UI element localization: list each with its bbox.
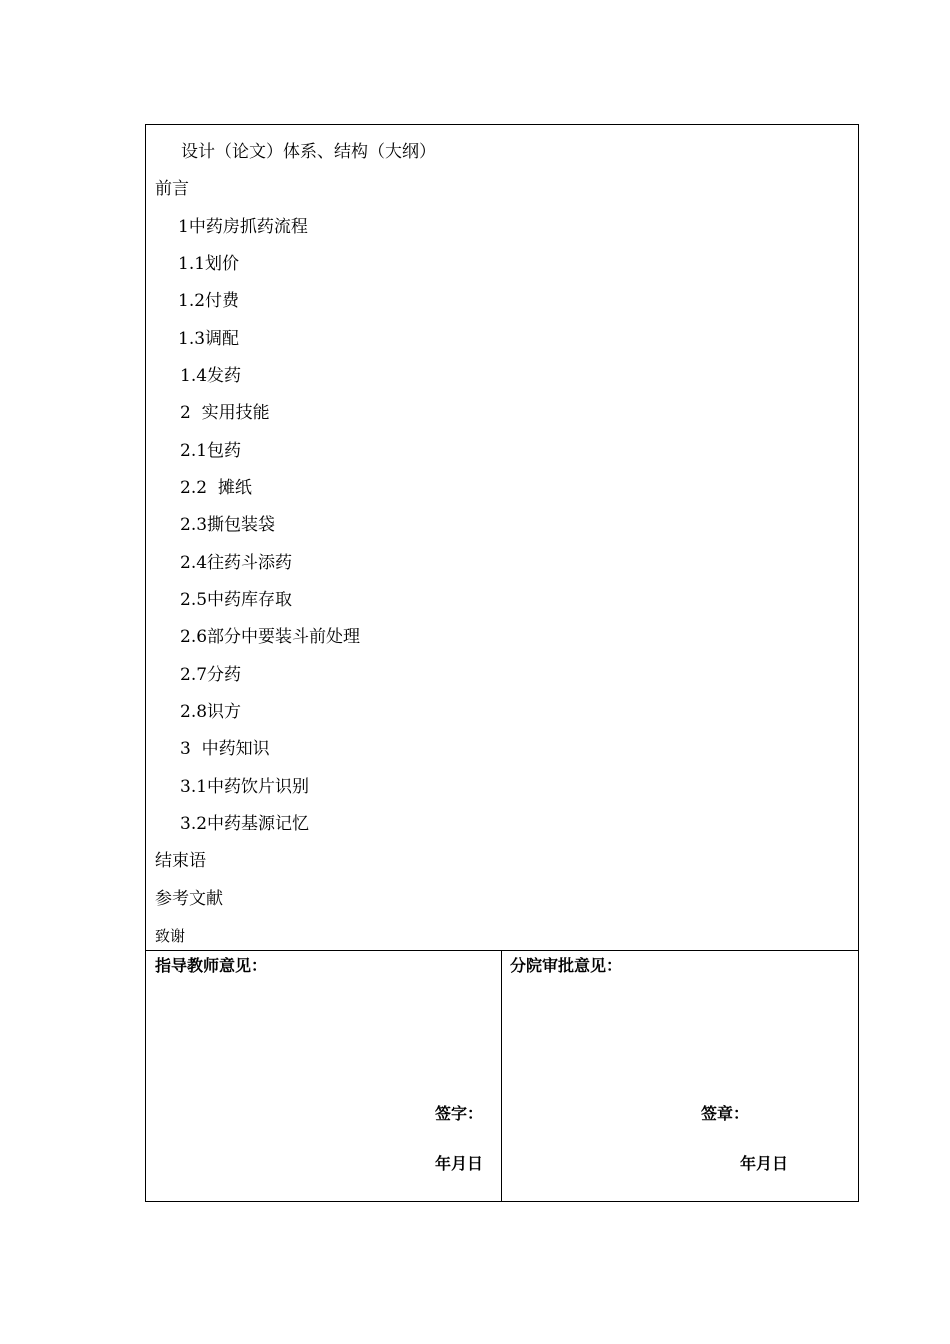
- outline-item: 2.1包药: [180, 441, 242, 461]
- outline-item: 3.2中药基源记忆: [180, 814, 310, 834]
- branch-approval-cell: [502, 951, 858, 1201]
- advisor-opinion-cell: [146, 951, 502, 1201]
- outline-item: 2.4往药斗添药: [180, 553, 293, 573]
- outline-item-preface: 前言: [155, 179, 189, 199]
- outline-item: 2.6部分中要装斗前处理: [180, 627, 361, 647]
- advisor-sign-label: 签字：: [435, 1104, 484, 1123]
- outline-item: 2 实用技能: [180, 403, 270, 423]
- outline-title: 设计（论文）体系、结构（大纲）: [181, 142, 436, 162]
- outline-item-references: 参考文献: [155, 889, 223, 909]
- outline-item: 2.3撕包装袋: [180, 515, 276, 535]
- outline-item: 2.7分药: [180, 665, 242, 685]
- outline-item: 3.1中药饮片识别: [180, 777, 310, 797]
- outline-item: 2.2 摊纸: [180, 478, 252, 498]
- outline-item: 2.8识方: [180, 702, 242, 722]
- outline-item: 1中药房抓药流程: [178, 217, 308, 237]
- outline-item-acknowledgements: 致谢: [155, 927, 186, 945]
- outline-item: 2.5中药库存取: [180, 590, 293, 610]
- advisor-opinion-heading: 指导教师意见：: [155, 956, 268, 975]
- outline-item: 1.4发药: [180, 366, 242, 386]
- branch-approval-heading: 分院审批意见：: [510, 956, 623, 975]
- outline-item-conclusion: 结束语: [155, 851, 206, 871]
- outline-item: 1.1划价: [178, 254, 240, 274]
- outline-section: [146, 125, 858, 951]
- advisor-date-label: 年月日: [435, 1154, 484, 1173]
- outline-item: 1.3调配: [178, 329, 240, 349]
- outline-item: 3 中药知识: [180, 739, 270, 759]
- outline-form-table: [145, 124, 859, 1202]
- branch-date-label: 年月日: [740, 1154, 789, 1173]
- branch-stamp-label: 签章：: [701, 1104, 750, 1123]
- outline-item: 1.2付费: [178, 291, 240, 311]
